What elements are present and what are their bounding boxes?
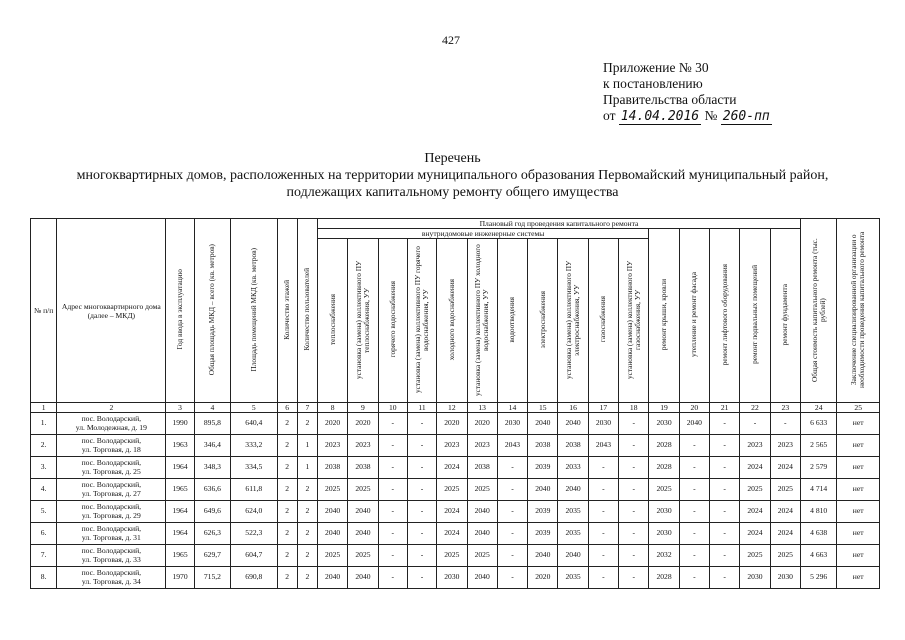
- header-year: Год ввода в эксплуатацию: [166, 219, 194, 403]
- document-title: [0, 150, 905, 201]
- appendix-date: 14.04.2016: [620, 109, 700, 124]
- column-number: 18: [619, 403, 649, 413]
- row-address: [57, 457, 166, 479]
- table-cell: 2025: [317, 545, 347, 567]
- table-cell: -: [407, 479, 436, 501]
- address-settlement: пос. Володарский,: [81, 546, 142, 555]
- column-number: 13: [467, 403, 497, 413]
- table-cell: 2030: [770, 567, 800, 589]
- table-cell: 2038: [528, 435, 558, 457]
- table-cell: 1990: [166, 413, 194, 435]
- table-cell: 4 663: [801, 545, 837, 567]
- table-cell: 2024: [770, 501, 800, 523]
- table-cell: -: [378, 523, 407, 545]
- column-number: 25: [837, 403, 880, 413]
- table-cell: 2025: [437, 545, 467, 567]
- table-cell: -: [710, 479, 740, 501]
- table-cell: 2040: [317, 567, 347, 589]
- table-cell: 2040: [558, 479, 588, 501]
- table-body: [31, 403, 880, 589]
- table-cell: 624,0: [231, 501, 277, 523]
- address-settlement: пос. Володарский,: [81, 568, 142, 577]
- table-cell: 2024: [437, 501, 467, 523]
- header-cold-water: холодного водоснабжения: [437, 239, 467, 403]
- title-line-2: многоквартирных домов, расположенных на территории муниципального образования Первомайский муниципальный район,: [76, 168, 829, 183]
- table-cell: нет: [837, 413, 880, 435]
- table-cell: 2025: [740, 545, 770, 567]
- row-address: [57, 479, 166, 501]
- table-cell: нет: [837, 545, 880, 567]
- row-address: [57, 545, 166, 567]
- address-street: ул. Торговая, д. 34: [81, 576, 141, 586]
- table-cell: 2039: [528, 523, 558, 545]
- column-number: 12: [437, 403, 467, 413]
- header-elevator: ремонт лифтового оборудования: [710, 229, 740, 403]
- table-cell: 2020: [437, 413, 467, 435]
- address-settlement: пос. Володарский,: [81, 502, 142, 511]
- table-row: [31, 545, 880, 567]
- appendix-prefix: от: [603, 108, 616, 123]
- column-number: 20: [679, 403, 709, 413]
- column-number: 7: [297, 403, 317, 413]
- table-cell: 2038: [467, 457, 497, 479]
- table-cell: 649,6: [194, 501, 230, 523]
- table-cell: -: [679, 457, 709, 479]
- table-cell: 2020: [467, 413, 497, 435]
- header-conclusion: Заключение специализированной организации о необходимости проведения капитального ремонта: [837, 219, 880, 403]
- table-cell: нет: [837, 457, 880, 479]
- table-cell: -: [378, 479, 407, 501]
- table-cell: 2: [297, 523, 317, 545]
- header-drainage: водоотведения: [497, 239, 527, 403]
- table-cell: 2038: [558, 435, 588, 457]
- table-cell: нет: [837, 501, 880, 523]
- row-number: 5.: [31, 501, 57, 523]
- table-cell: -: [407, 523, 436, 545]
- table-cell: 2040: [348, 501, 378, 523]
- table-cell: 2: [277, 435, 297, 457]
- table-cell: -: [679, 545, 709, 567]
- table-cell: -: [588, 457, 618, 479]
- table-cell: 2025: [467, 479, 497, 501]
- table-cell: 640,4: [231, 413, 277, 435]
- table-cell: -: [407, 501, 436, 523]
- table-cell: 2025: [437, 479, 467, 501]
- table-cell: 2040: [348, 567, 378, 589]
- table-cell: 348,3: [194, 457, 230, 479]
- table-row: [31, 523, 880, 545]
- table-cell: 1: [297, 435, 317, 457]
- table-cell: -: [378, 501, 407, 523]
- table-cell: 4 810: [801, 501, 837, 523]
- address-street: ул. Торговая, д. 27: [81, 488, 141, 498]
- table-cell: нет: [837, 523, 880, 545]
- column-number: 3: [166, 403, 194, 413]
- table-cell: 2040: [467, 567, 497, 589]
- appendix-num-sign: №: [704, 108, 718, 123]
- header-hot-meter: установка (замена) коллективного ПУ горячего водоснабжения, УУ: [407, 239, 436, 403]
- column-number: 2: [57, 403, 166, 413]
- table-cell: 2 579: [801, 457, 837, 479]
- header-electric: электроснабжения: [528, 239, 558, 403]
- table-cell: 2020: [348, 413, 378, 435]
- table-cell: 2024: [740, 501, 770, 523]
- table-cell: 4 638: [801, 523, 837, 545]
- address-street: ул. Торговая, д. 18: [81, 444, 141, 454]
- table-cell: 6 633: [801, 413, 837, 435]
- table-cell: 2024: [770, 523, 800, 545]
- table-cell: -: [679, 435, 709, 457]
- table-cell: 4 714: [801, 479, 837, 501]
- table-cell: 2030: [649, 413, 679, 435]
- table-cell: -: [619, 567, 649, 589]
- column-number: 24: [801, 403, 837, 413]
- table-cell: -: [679, 501, 709, 523]
- table-cell: 2025: [467, 545, 497, 567]
- table-cell: 2038: [317, 457, 347, 479]
- row-number: 3.: [31, 457, 57, 479]
- table-cell: -: [497, 523, 527, 545]
- header-basement: ремонт подвальных помещений: [740, 229, 770, 403]
- column-number: 21: [710, 403, 740, 413]
- table-cell: -: [407, 567, 436, 589]
- column-number: 17: [588, 403, 618, 413]
- address-street: ул. Торговая, д. 25: [81, 466, 141, 476]
- table-cell: -: [497, 501, 527, 523]
- table-cell: 2040: [467, 501, 497, 523]
- table-cell: -: [710, 567, 740, 589]
- table-cell: нет: [837, 435, 880, 457]
- table-cell: -: [710, 435, 740, 457]
- header-roof: ремонт крыши, кровли: [649, 229, 679, 403]
- table-cell: -: [740, 413, 770, 435]
- address-settlement: пос. Володарский,: [81, 458, 142, 467]
- row-address: [57, 413, 166, 435]
- header-heat-meter: установка (замена) коллективного ПУ теплоснабжения, УУ: [348, 239, 378, 403]
- table-cell: 1970: [166, 567, 194, 589]
- table-cell: 1964: [166, 523, 194, 545]
- page-number: 427: [442, 33, 460, 47]
- table-cell: 2025: [348, 479, 378, 501]
- table-cell: 5 296: [801, 567, 837, 589]
- table-cell: -: [770, 413, 800, 435]
- table-cell: 2030: [437, 567, 467, 589]
- table-cell: 2: [277, 479, 297, 501]
- table-cell: 334,5: [231, 457, 277, 479]
- header-cold-meter: установка (замена) коллективного ПУ холодного водоснабжения, УУ: [467, 239, 497, 403]
- table-row: [31, 435, 880, 457]
- table-cell: -: [407, 545, 436, 567]
- table-cell: 2030: [649, 523, 679, 545]
- row-number: 6.: [31, 523, 57, 545]
- table-cell: 690,8: [231, 567, 277, 589]
- table-cell: 2: [297, 501, 317, 523]
- table-cell: 2024: [437, 523, 467, 545]
- table-cell: -: [710, 413, 740, 435]
- table-cell: 2040: [558, 413, 588, 435]
- table-cell: 2025: [770, 545, 800, 567]
- row-address: [57, 523, 166, 545]
- table-cell: -: [710, 501, 740, 523]
- table-cell: 2025: [770, 479, 800, 501]
- appendix-number: 260-пп: [722, 109, 770, 124]
- address-street: ул. Молодежная, д. 19: [75, 422, 147, 432]
- table-cell: -: [378, 457, 407, 479]
- title-line-3: подлежащих капитальному ремонту общего имущества: [286, 185, 619, 200]
- table-row: [31, 567, 880, 589]
- table-cell: -: [679, 523, 709, 545]
- header-premises-area: Площадь помещений МКД (кв. метров): [231, 219, 277, 403]
- table-cell: 629,7: [194, 545, 230, 567]
- table-cell: 2: [297, 479, 317, 501]
- row-address: [57, 435, 166, 457]
- table-cell: -: [378, 567, 407, 589]
- table-row: [31, 413, 880, 435]
- column-number: 4: [194, 403, 230, 413]
- table-cell: -: [497, 567, 527, 589]
- table-cell: -: [407, 435, 436, 457]
- row-number: 1.: [31, 413, 57, 435]
- table-cell: 2: [297, 567, 317, 589]
- table-cell: 1963: [166, 435, 194, 457]
- table-cell: 2025: [317, 479, 347, 501]
- header-total-area: Общая площадь МКД – всего (кв. метров): [194, 219, 230, 403]
- column-number: 6: [277, 403, 297, 413]
- table-cell: -: [619, 523, 649, 545]
- table-cell: 2040: [317, 523, 347, 545]
- table-row: [31, 479, 880, 501]
- table-cell: 2025: [740, 479, 770, 501]
- address-street: ул. Торговая, д. 33: [81, 554, 141, 564]
- table-cell: -: [378, 413, 407, 435]
- table-cell: нет: [837, 479, 880, 501]
- header-heating: теплоснабжения: [317, 239, 347, 403]
- row-number: 7.: [31, 545, 57, 567]
- table-cell: 2030: [740, 567, 770, 589]
- table-cell: -: [619, 413, 649, 435]
- table-cell: 346,4: [194, 435, 230, 457]
- column-number-row: [31, 403, 880, 413]
- table-cell: 2033: [558, 457, 588, 479]
- table-cell: -: [378, 435, 407, 457]
- table-cell: 2040: [528, 479, 558, 501]
- table-cell: -: [710, 523, 740, 545]
- table-cell: 2: [277, 501, 297, 523]
- table-cell: 2040: [558, 545, 588, 567]
- table-cell: 1964: [166, 457, 194, 479]
- table-cell: 2030: [649, 501, 679, 523]
- table-cell: 2023: [348, 435, 378, 457]
- column-number: 22: [740, 403, 770, 413]
- table-cell: 2: [277, 413, 297, 435]
- row-number: 2.: [31, 435, 57, 457]
- address-settlement: пос. Володарский,: [81, 414, 142, 423]
- header-users: Количество пользователей: [297, 219, 317, 403]
- column-number: 15: [528, 403, 558, 413]
- table-cell: 2039: [528, 501, 558, 523]
- table-cell: 2030: [588, 413, 618, 435]
- table-cell: 2: [277, 457, 297, 479]
- table-cell: -: [588, 523, 618, 545]
- table-cell: 2: [277, 567, 297, 589]
- table-cell: 2028: [649, 435, 679, 457]
- table-cell: 1964: [166, 501, 194, 523]
- appendix-line-4: [603, 108, 772, 125]
- table-cell: 2028: [649, 567, 679, 589]
- table-cell: 333,2: [231, 435, 277, 457]
- table-cell: 2040: [467, 523, 497, 545]
- column-number: 8: [317, 403, 347, 413]
- table-cell: 1: [297, 457, 317, 479]
- table-cell: 522,3: [231, 523, 277, 545]
- row-number: 8.: [31, 567, 57, 589]
- column-number: 10: [378, 403, 407, 413]
- table-cell: 2024: [740, 523, 770, 545]
- table-cell: 636,6: [194, 479, 230, 501]
- table-cell: -: [497, 457, 527, 479]
- table-cell: 611,8: [231, 479, 277, 501]
- column-number: 9: [348, 403, 378, 413]
- header-address: Адрес многоквартирного дома (далее – МКД): [57, 219, 166, 403]
- column-number: 16: [558, 403, 588, 413]
- table-cell: 2020: [317, 413, 347, 435]
- header-gas-meter: установка (замена) коллективного ПУ газоснабжения, УУ: [619, 239, 649, 403]
- table-cell: нет: [837, 567, 880, 589]
- table-cell: 2030: [497, 413, 527, 435]
- appendix-line-2: к постановлению: [603, 76, 703, 91]
- table-cell: 2040: [317, 501, 347, 523]
- column-number: 1: [31, 403, 57, 413]
- appendix-line-1: Приложение № 30: [603, 60, 709, 75]
- table-cell: 2032: [649, 545, 679, 567]
- table-cell: 715,2: [194, 567, 230, 589]
- address-settlement: пос. Володарский,: [81, 524, 142, 533]
- table-cell: 604,7: [231, 545, 277, 567]
- header-floors: Количество этажей: [277, 219, 297, 403]
- header-facade: утепление и ремонт фасада: [679, 229, 709, 403]
- row-address: [57, 567, 166, 589]
- table-row: [31, 501, 880, 523]
- column-number: 23: [770, 403, 800, 413]
- repair-table: [30, 218, 880, 589]
- appendix-header: [603, 60, 772, 125]
- table-cell: 895,8: [194, 413, 230, 435]
- header-engineering: внутридомовые инженерные системы: [317, 229, 648, 239]
- header-gas: газоснабжения: [588, 239, 618, 403]
- header-electric-meter: установка (замена) коллективного ПУ электроснабжения, УУ: [558, 239, 588, 403]
- table-cell: 2: [277, 545, 297, 567]
- table-cell: 2035: [558, 501, 588, 523]
- table-cell: 2035: [558, 523, 588, 545]
- header-foundation: ремонт фундамента: [770, 229, 800, 403]
- address-settlement: пос. Володарский,: [81, 480, 142, 489]
- table-cell: 2039: [528, 457, 558, 479]
- table-cell: 2043: [588, 435, 618, 457]
- table-cell: 2023: [317, 435, 347, 457]
- column-number: 5: [231, 403, 277, 413]
- table-cell: -: [710, 545, 740, 567]
- table-cell: 2: [297, 413, 317, 435]
- column-number: 19: [649, 403, 679, 413]
- table-cell: 2040: [348, 523, 378, 545]
- table-cell: 2043: [497, 435, 527, 457]
- table-cell: 2028: [649, 457, 679, 479]
- table-cell: -: [588, 501, 618, 523]
- table-cell: 2: [277, 523, 297, 545]
- header-hot-water: горячего водоснабжения: [378, 239, 407, 403]
- address-settlement: пос. Володарский,: [81, 436, 142, 445]
- table-cell: 1965: [166, 545, 194, 567]
- table-cell: 2023: [740, 435, 770, 457]
- table-cell: -: [679, 479, 709, 501]
- row-number: 4.: [31, 479, 57, 501]
- header-num: № п/п: [31, 219, 57, 403]
- table-cell: -: [588, 567, 618, 589]
- column-number: 14: [497, 403, 527, 413]
- table-cell: -: [407, 457, 436, 479]
- table-cell: 2: [297, 545, 317, 567]
- table-cell: 2023: [437, 435, 467, 457]
- table-cell: -: [407, 413, 436, 435]
- table-cell: 2 565: [801, 435, 837, 457]
- table-cell: 2020: [528, 567, 558, 589]
- title-line-1: Перечень: [424, 151, 481, 166]
- column-number: 11: [407, 403, 436, 413]
- table-cell: -: [679, 567, 709, 589]
- table-cell: -: [619, 479, 649, 501]
- table-cell: -: [619, 545, 649, 567]
- table-cell: 2040: [679, 413, 709, 435]
- table-cell: 2040: [528, 413, 558, 435]
- table-cell: 626,3: [194, 523, 230, 545]
- header-cost: Общая стоимость капитального ремонта (тыс. рублей): [801, 219, 837, 403]
- table-cell: 2024: [770, 457, 800, 479]
- row-address: [57, 501, 166, 523]
- table-row: [31, 457, 880, 479]
- table-cell: -: [497, 479, 527, 501]
- table-cell: -: [588, 479, 618, 501]
- table-cell: -: [588, 545, 618, 567]
- header-planned: Плановый год проведения капитального ремонта: [317, 219, 800, 229]
- appendix-line-3: Правительства области: [603, 92, 737, 107]
- table-cell: 2040: [528, 545, 558, 567]
- table-cell: 2023: [770, 435, 800, 457]
- table-cell: -: [378, 545, 407, 567]
- table-cell: 2025: [649, 479, 679, 501]
- table-cell: -: [619, 501, 649, 523]
- address-street: ул. Торговая, д. 29: [81, 510, 141, 520]
- table-cell: 2025: [348, 545, 378, 567]
- table-cell: 2038: [348, 457, 378, 479]
- address-street: ул. Торговая, д. 31: [81, 532, 141, 542]
- table-cell: 2035: [558, 567, 588, 589]
- table-cell: 2023: [467, 435, 497, 457]
- table-cell: -: [619, 435, 649, 457]
- table-cell: -: [497, 545, 527, 567]
- table-cell: 2024: [437, 457, 467, 479]
- table-cell: 1965: [166, 479, 194, 501]
- table-cell: 2024: [740, 457, 770, 479]
- table-cell: -: [710, 457, 740, 479]
- table-cell: -: [619, 457, 649, 479]
